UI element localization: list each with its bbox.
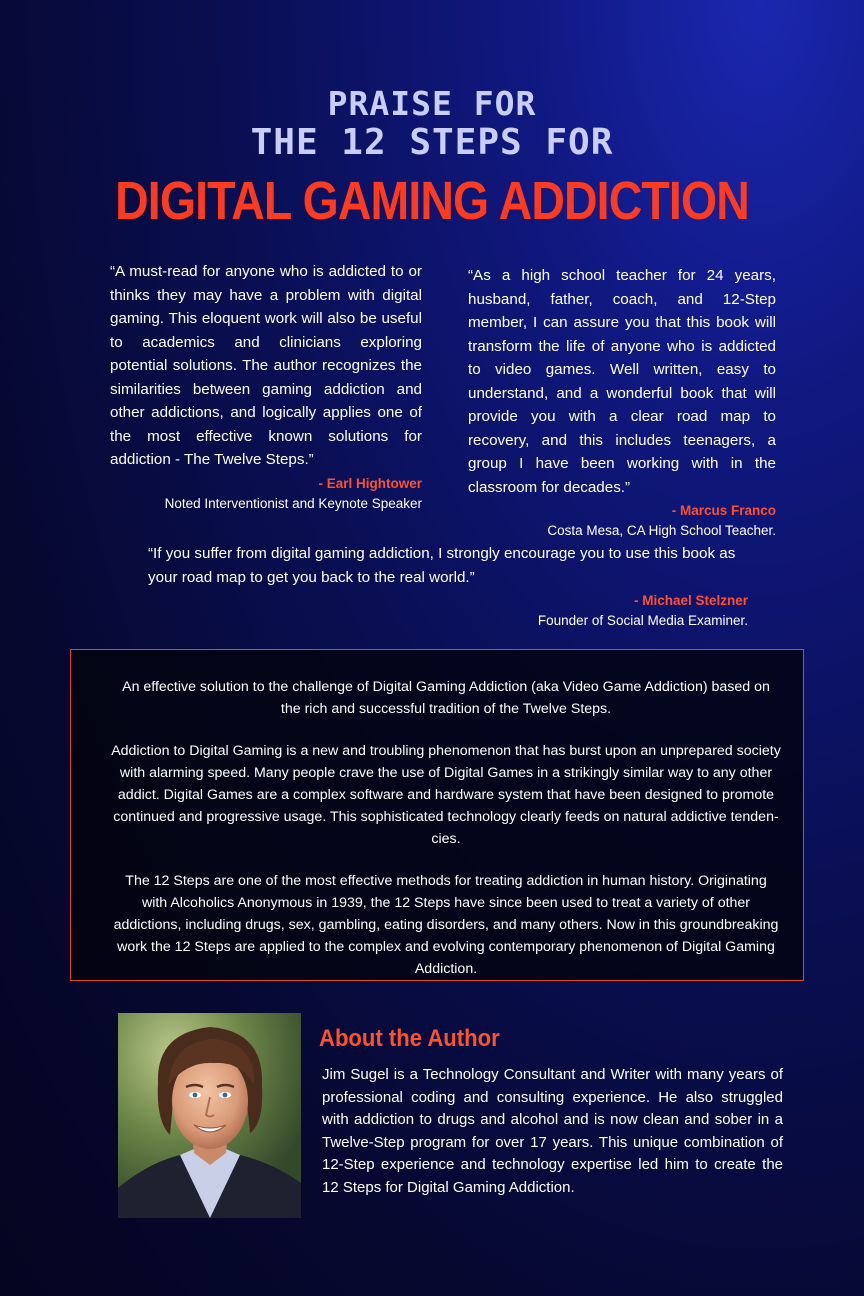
testimonial-author-role: Costa Mesa, CA High School Teacher. [547, 523, 776, 538]
testimonial-author: - Earl Hightower [318, 475, 422, 491]
testimonial-text: “As a high school teacher for 24 years, husband, father, coach, and 12-Step member, I can assure you that this book will transform the life of anyone who is addicted to video games. Well written, easy to understand, and a wonderful book that will provide you with a clear road map to recovery, and this includes teenagers, a group I have been working with in the classroom for decades.” [468, 267, 776, 496]
testimonial-2 [468, 264, 776, 541]
testimonial-author-role: Founder of Social Media Examiner. [537, 613, 748, 628]
testimonial-text: “If you suffer from digital gaming addiction, I strongly encourage you to use this book as your road map to get you back to the real world.” [148, 545, 736, 586]
author-bio: Jim Sugel is a Technology Consultant and Writer with many years of professional coding and consulting experience. He also struggled with addiction to drugs and alcohol and is now clean and sober in a Twelve-Step program for over 17 years. This unique combination of 12-Step experience and technology expertise led him to create the 12 Steps for Digital Gaming Addiction. [322, 1066, 783, 1196]
author-photo [118, 1013, 301, 1218]
testimonial-3 [148, 542, 748, 631]
about-author-heading: About the Author [319, 1025, 500, 1052]
praise-title-line2: THE 12 STEPS FOR [250, 122, 614, 163]
description-paragraph-3: The 12 Steps are one of the most effective methods for treating addiction in human history. Originating with Alcoholics Anonymous in 1939, the 12 Steps have since been used to treat a variety of other addictions, including drugs, sex, gambling, eating disorders, and many others. Now in this groundbreaking work the 12 Steps are applied to the complex and evolving contemporary phenomenon of Digital Gaming Addiction. [113, 873, 779, 977]
description-paragraph-2: Addiction to Digital Gaming is a new and troubling phenomenon that has burst upon an unprepared society with alarming speed. Many people crave the use of Digital Games in a strikingly similar way to any other addict. Digital Games are a complex software and hardware system that have been designed to promote continued and progressive usage. This sophisticated technology clearly feeds on natural addictive tenden-cies. [111, 743, 781, 847]
description-paragraph-1: An effective solution to the challenge of Digital Gaming Addiction (aka Video Game Addiction) based on the rich and successful tradition of the Twelve Steps. [122, 679, 770, 717]
testimonial-author: - Michael Stelzner [633, 593, 748, 608]
praise-title-line1: PRAISE FOR [327, 84, 537, 123]
testimonial-text: “A must-read for anyone who is addicted to or thinks they may have a problem with digital gaming. This eloquent work will also be useful to academics and clinicians exploring potential solutions. The author recognizes the similarities between gaming addiction and other addictions, and logically applies one of the most effective known solutions for addiction - The Twelve Steps.” [110, 263, 422, 468]
description-box [70, 649, 804, 981]
testimonial-1 [110, 260, 422, 514]
testimonial-author: - Marcus Franco [671, 503, 776, 518]
author-portrait-illustration [118, 1013, 301, 1218]
book-title: DIGITAL GAMING ADDICTION [115, 171, 749, 231]
testimonial-author-role: Noted Interventionist and Keynote Speaker [164, 495, 422, 511]
